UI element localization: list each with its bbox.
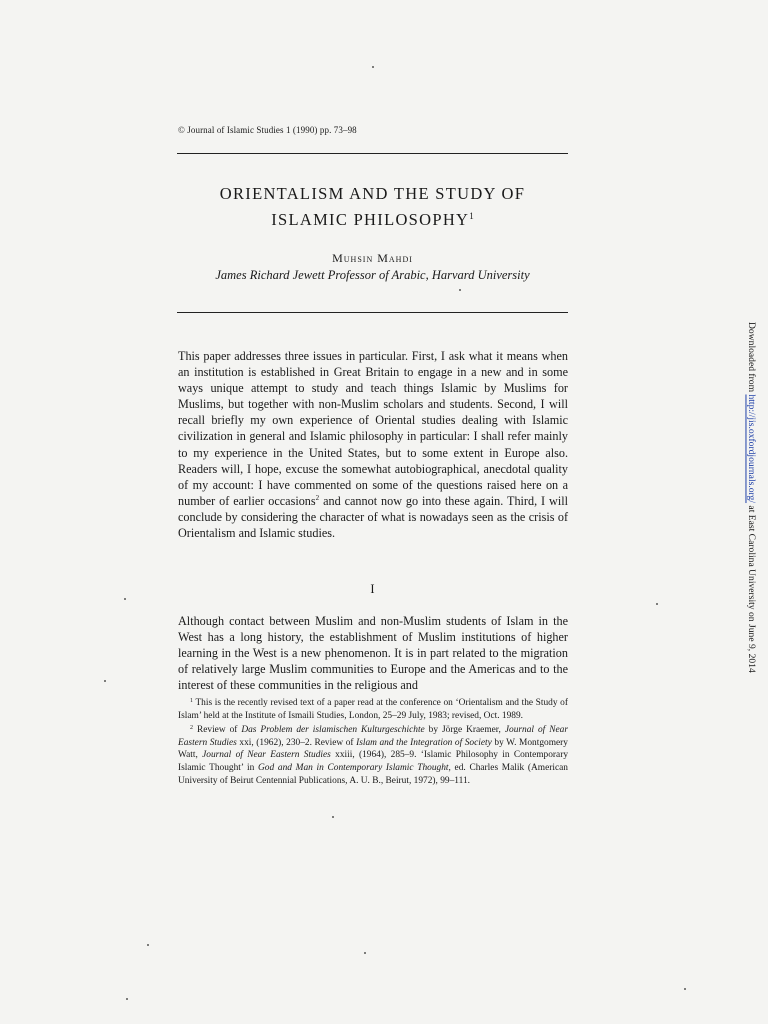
- scan-speck: [364, 952, 366, 954]
- footnote-2-text-b: by Jörge Kraemer,: [424, 725, 505, 736]
- title-line-1: ORIENTALISM AND THE STUDY OF: [219, 184, 526, 203]
- author-affiliation: James Richard Jewett Professor of Arabic, Harvard University: [215, 268, 530, 282]
- title-line-2-text: ISLAMIC PHILOSOPHY: [271, 210, 470, 229]
- footnote-2-text-e: xxiii, (1964), 285–9. ‘Islamic Philosophy in Contemporary Islamic Thought’ in: [178, 750, 569, 773]
- footnote-1: [178, 697, 568, 722]
- author-name: Muhsin Mahdi: [332, 251, 413, 265]
- footnote-2-mark: 2: [190, 725, 193, 732]
- footnote-1-text: This is the recently revised text of a paper read at the conference on ‘Orientalism and the Study of Islam’ held at the Institute of Ismaili Studies, London, 25–29 July, 1983; revised, Oct. 1989.: [178, 698, 568, 721]
- intro-text-b: and cannot now go into these again. Third, I will conclude by considering the character of what is nowadays seen as the crisis of Orientalism and Islamic studies.: [178, 493, 568, 541]
- scan-speck: [104, 680, 106, 682]
- footnote-2: [178, 724, 568, 787]
- intro-paragraph: [178, 348, 568, 541]
- bottom-rule: [177, 312, 568, 313]
- scan-speck: [147, 944, 149, 946]
- footnote-2-italic-5: God and Man in Contemporary Islamic Thought: [258, 762, 449, 773]
- article-title: [177, 182, 568, 231]
- intro-footnote-mark: 2: [315, 493, 320, 502]
- title-footnote-mark: 1: [469, 211, 474, 221]
- footnote-2-text-c: xxi, (1962), 230–2. Review of: [236, 737, 357, 748]
- journal-url-link[interactable]: http://jis.oxfordjournals.org/: [746, 394, 757, 504]
- top-rule: [177, 153, 568, 154]
- title-line-2: [177, 205, 568, 231]
- scan-speck: [126, 998, 128, 1000]
- intro-text-a: This paper addresses three issues in particular. First, I ask what it means when an institution is established in Great Britain to engage in a new and in some ways unique attempt to study and teach things Islamic by Muslims for Muslims, but together with non-Muslim scholars and students. Second, I will recall briefly my own experience of Oriental studies dealing with Islamic civilization in general and Islamic philosophy in particular: I shall refer mainly to my experience in the United States, but to some extent in Europe also. Readers will, I hope, excuse the somewhat autobiographical, anecdotal quality of my account: I have commented on some of the questions raised here on a number of earlier occasions: [178, 349, 568, 508]
- footnotes: [178, 697, 568, 789]
- section-heading: I: [370, 582, 375, 596]
- footnote-2-italic-2: Journal of Near Eastern Studies: [178, 725, 568, 748]
- scan-speck: [332, 816, 334, 818]
- footnote-2-italic-4: Journal of Near Eastern Studies: [202, 750, 331, 761]
- footnote-2-text-d: by W. Montgomery Watt,: [178, 737, 568, 761]
- download-prefix: Downloaded from: [746, 322, 757, 395]
- scan-speck: [656, 603, 658, 605]
- section-paragraph: Although contact between Muslim and non-Muslim students of Islam in the West has a long history, the establishment of Muslim institutions of higher learning in the West is a new phenomenon. It is in part related to the migration of relatively large Muslim communities to Europe and the Americas and to the interest of these communities in the religious and: [178, 614, 568, 693]
- scan-speck: [372, 66, 374, 68]
- journal-citation: © Journal of Islamic Studies 1 (1990) pp. 73–98: [178, 125, 357, 135]
- footnote-2-text-a: Review of: [196, 725, 242, 736]
- download-suffix: at East Carolina University on June 9, 2014: [746, 503, 757, 673]
- scan-speck: [124, 598, 126, 600]
- scan-speck: [684, 988, 686, 990]
- footnote-2-text-f: , ed. Charles Malik (American University of Beirut Centennial Publications, A. U. B., Beirut, 1972), 99–111.: [178, 762, 568, 786]
- download-watermark: [746, 322, 757, 673]
- footnote-1-mark: 1: [190, 698, 193, 704]
- footnote-2-italic-3: Islam and the Integration of Society: [356, 737, 492, 748]
- footnote-2-italic-1: Das Problem der islamischen Kulturgeschichte: [241, 725, 425, 736]
- scan-speck: [459, 289, 461, 291]
